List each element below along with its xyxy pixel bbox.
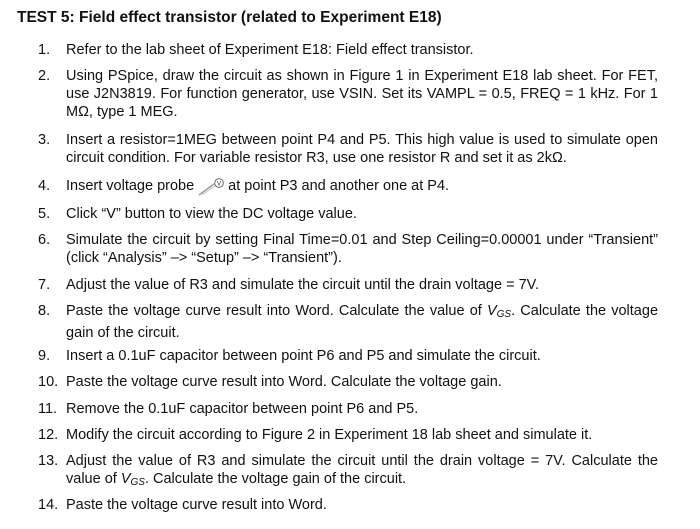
step-number: 12. [38,427,59,443]
step-6 [38,231,658,267]
step-text: Paste the voltage curve result into Word. Calculate the voltage gain. [66,374,502,390]
step-number: 13. [38,453,59,469]
step-text-after: at point P3 and another one at P4. [228,178,450,194]
step-text: Paste the voltage curve result into Word. [66,497,327,513]
step-text: Click “V” button to view the DC voltage value. [66,206,357,222]
step-text: Remove the 0.1uF capacitor between point P6 and P5. [66,401,419,417]
step-number: 3. [38,132,51,148]
vgs-variable: V [486,303,497,319]
step-number: 7. [38,277,51,293]
vgs-subscript: GS [130,477,145,488]
step-text-before: Adjust the value of R3 and simulate the circuit until the drain voltage = 7V. Calculate the value of [66,453,658,487]
step-text-before: Insert voltage probe [66,178,195,194]
step-3 [38,131,658,167]
document-title: TEST 5: Field effect transistor (related to Experiment E18) [17,9,442,26]
step-10 [38,373,658,391]
step-text: Adjust the value of R3 and simulate the circuit until the drain voltage = 7V. [66,277,540,293]
step-number: 14. [38,497,59,513]
step-number: 9. [38,348,51,364]
step-2 [38,67,658,121]
step-11 [38,400,658,418]
step-number: 5. [38,206,51,222]
step-number: 2. [38,68,51,84]
step-text: Using PSpice, draw the circuit as shown in Figure 1 in Experiment E18 lab sheet. For FET, use J2N3819. For function generator, use VSIN. Set its VAMPL = 0.5, FREQ = 1 kHz. For 1 MΩ, type 1 MEG. [66,68,658,120]
step-4 [38,177,658,196]
step-9 [38,347,658,365]
step-text [66,302,658,342]
step-8 [38,302,658,342]
step-number: 10. [38,374,59,390]
vgs-subscript: GS [496,309,512,320]
vgs-variable: V [120,471,131,487]
step-text: Refer to the lab sheet of Experiment E18: Field effect transistor. [66,42,474,58]
step-text-before: Paste the voltage curve result into Word. Calculate the value of [66,303,487,319]
step-14 [38,496,658,514]
step-text: Insert a resistor=1MEG between point P4 and P5. This high value is used to simulate open circuit condition. For variable resistor R3, use one resistor R and set it as 2kΩ. [66,132,658,166]
step-text: Simulate the circuit by setting Final Time=0.01 and Step Ceiling=0.00001 under “Transient” (click “Analysis” –> “Setup” –> “Transient”). [66,232,658,266]
step-12 [38,426,658,444]
step-text: Modify the circuit according to Figure 2 in Experiment 18 lab sheet and simulate it. [66,427,593,443]
step-text: Insert a 0.1uF capacitor between point P6 and P5 and simulate the circuit. [66,348,541,364]
step-1 [38,41,658,59]
step-number: 1. [38,42,51,58]
voltage-probe-icon [196,178,226,196]
step-13 [38,452,658,492]
step-number: 6. [38,232,51,248]
probe-glyph: V [217,181,222,188]
step-number: 4. [38,178,51,194]
step-5 [38,205,658,223]
step-number: 8. [38,303,51,319]
step-text-after: . Calculate the voltage gain of the circuit. [66,303,659,341]
step-text [66,177,658,196]
step-text-after: . Calculate the voltage gain of the circuit. [144,471,407,487]
step-text [66,452,658,492]
step-7 [38,276,658,294]
step-number: 11. [38,401,58,417]
